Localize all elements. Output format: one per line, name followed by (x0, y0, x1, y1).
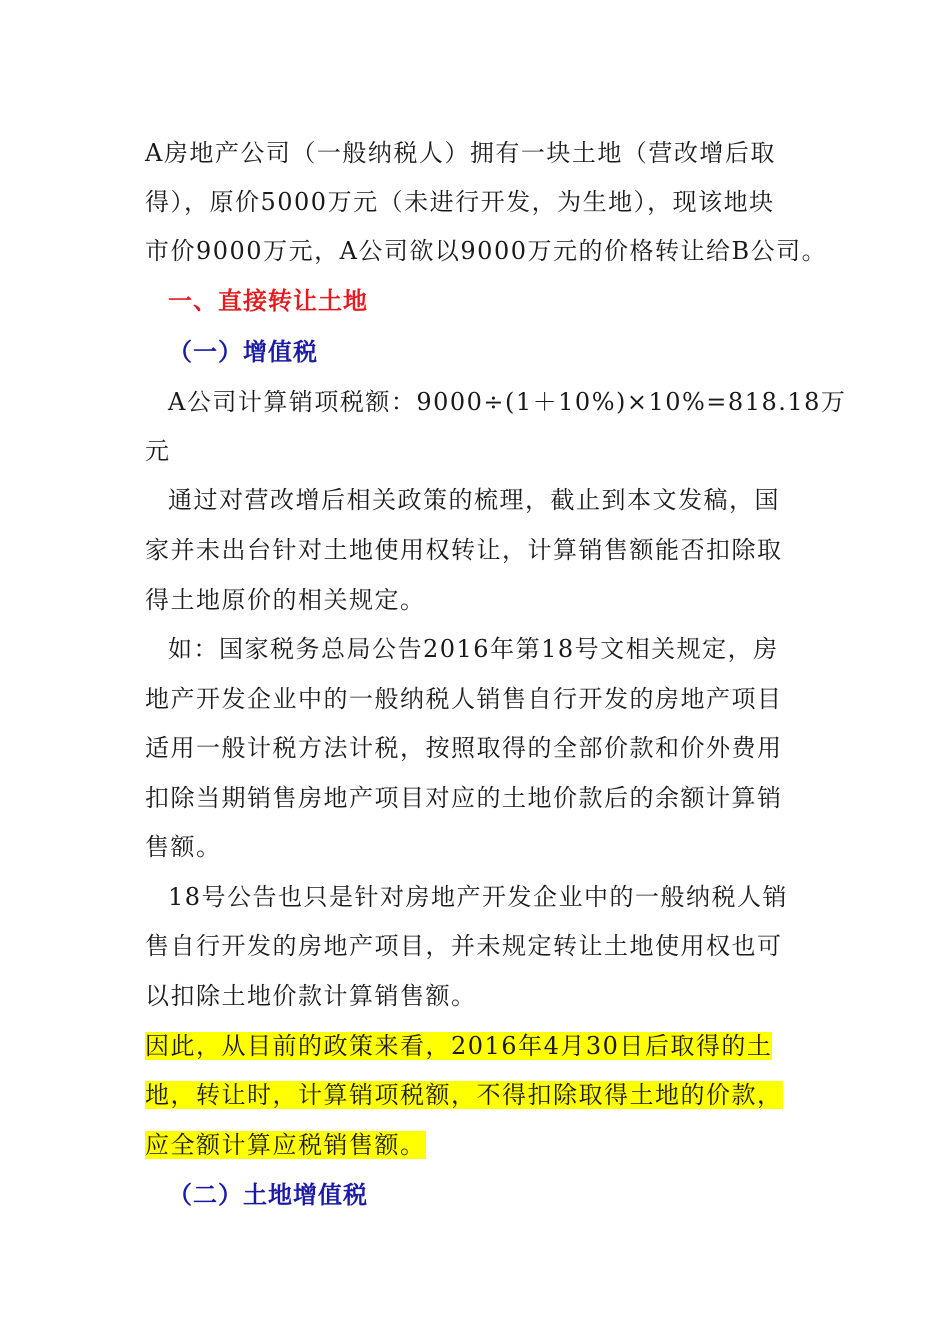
intro-line-3: 市价9000万元，A公司欲以9000万元的价格转让给B公司。 (145, 237, 828, 265)
para2-line-5: 售额。 (145, 833, 222, 861)
calc-line-1: A公司计算销项税额：9000÷(1＋10%)×10%=818.18万 (168, 388, 847, 416)
highlight-text-1: 因此，从目前的政策来看，2016年4月30日后取得的土 (145, 1032, 773, 1060)
para2-line-3: 适用一般计税方法计税，按照取得的全部价款和价外费用 (145, 734, 783, 762)
subheading-land-vat: （二）土地增值税 (168, 1180, 368, 1209)
para2-line-1: 如：国家税务总局公告2016年第18号文相关规定，房 (168, 635, 779, 663)
highlight-line-1 (145, 1031, 772, 1061)
highlight-line-2 (145, 1080, 783, 1110)
highlight-text-3: 应全额计算应税销售额。 (145, 1131, 426, 1159)
para2-line-2: 地产开发企业中的一般纳税人销售自行开发的房地产项目 (145, 685, 783, 713)
highlight-line-3 (145, 1130, 426, 1160)
section-heading-direct-transfer: 一、直接转让土地 (168, 286, 368, 315)
para3-line-3: 以扣除土地价款计算销售额。 (145, 982, 477, 1010)
para1-line-1: 通过对营改增后相关政策的梳理，截止到本文发稿，国 (168, 486, 780, 514)
para1-line-2: 家并未出台针对土地使用权转让，计算销售额能否扣除取 (145, 536, 783, 564)
para1-line-3: 得土地原价的相关规定。 (145, 586, 426, 614)
intro-line-2: 得），原价5000万元（未进行开发，为生地），现该地块 (145, 188, 775, 216)
intro-line-1: A房地产公司（一般纳税人）拥有一块土地（营改增后取 (145, 139, 776, 167)
para3-line-2: 售自行开发的房地产项目，并未规定转让土地使用权也可 (145, 932, 783, 960)
calc-line-2: 元 (145, 437, 171, 465)
para3-line-1: 18号公告也只是针对房地产开发企业中的一般纳税人销 (168, 883, 789, 911)
subheading-vat: （一）增值税 (168, 337, 318, 366)
highlight-text-2: 地，转让时，计算销项税额，不得扣除取得土地的价款， (145, 1081, 783, 1109)
para2-line-4: 扣除当期销售房地产项目对应的土地价款后的余额计算销 (145, 784, 783, 812)
